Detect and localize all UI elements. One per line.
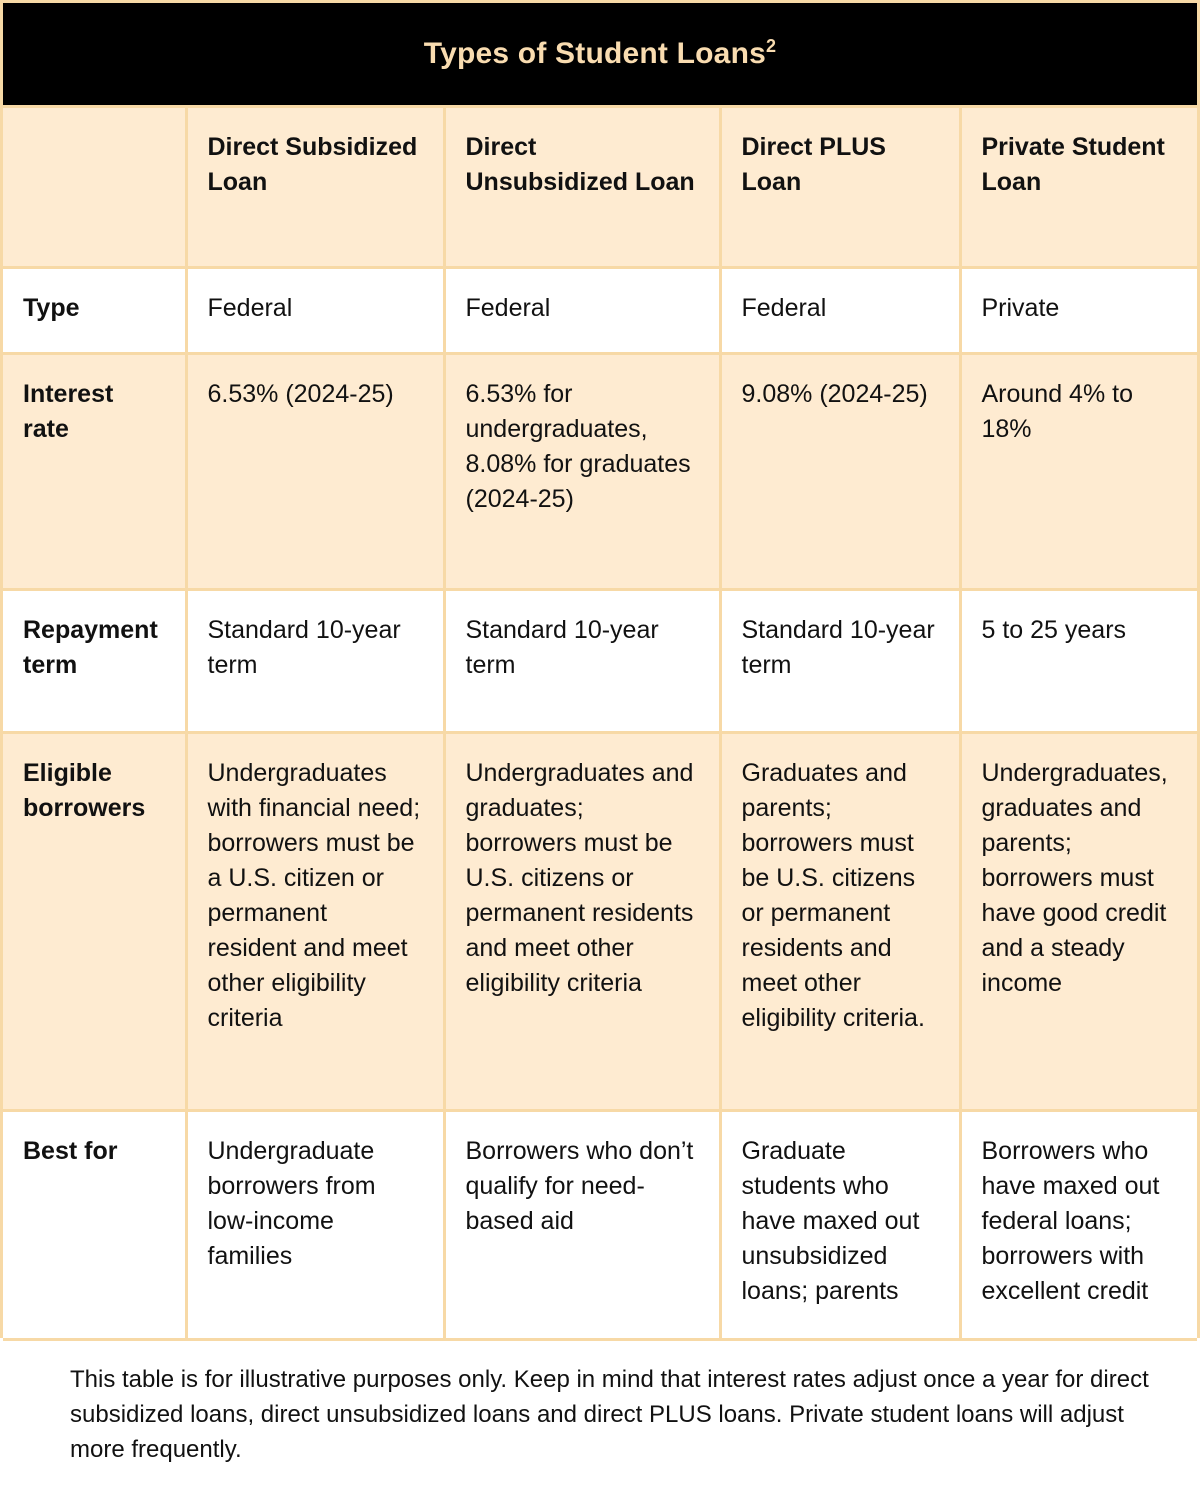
- footnote-reference: 2: [765, 36, 777, 56]
- header-cell-direct-unsubsidized: Direct Unsubsidized Loan: [444, 107, 720, 268]
- table-cell: Undergraduates, graduates and parents; borrowers must have good credit and a steady income: [960, 733, 1197, 1111]
- table-cell: Undergraduate borrowers from low-income families: [186, 1111, 444, 1340]
- table-cell: Around 4% to 18%: [960, 354, 1197, 590]
- row-label: Type: [3, 268, 186, 354]
- page-title-text: Types of Student Loans: [423, 37, 766, 70]
- table-cell: Borrowers who have maxed out federal loans; borrowers with excellent credit: [960, 1111, 1197, 1340]
- table-row-type: [3, 268, 1197, 354]
- page-title: [424, 37, 776, 71]
- student-loans-table: [3, 105, 1197, 1341]
- row-label: Best for: [3, 1111, 186, 1340]
- row-label: Eligible borrowers: [3, 733, 186, 1111]
- table-row-repayment-term: [3, 590, 1197, 733]
- header-cell-direct-subsidized: Direct Subsidized Loan: [186, 107, 444, 268]
- table-cell: Standard 10-year term: [720, 590, 960, 733]
- table-cell: 6.53% (2024-25): [186, 354, 444, 590]
- table-cell: Standard 10-year term: [444, 590, 720, 733]
- footnote: This table is for illustrative purposes only. Keep in mind that interest rates adjust once a year for direct subsidized loans, direct unsubsidized loans and direct PLUS loans. Private student loans will adjust more frequently.: [70, 1366, 1149, 1463]
- table-cell: Private: [960, 268, 1197, 354]
- header-cell-empty: [3, 107, 186, 268]
- table-cell: 5 to 25 years: [960, 590, 1197, 733]
- table-cell: 9.08% (2024-25): [720, 354, 960, 590]
- row-label: Repayment term: [3, 590, 186, 733]
- table-cell: Federal: [720, 268, 960, 354]
- table-cell: Standard 10-year term: [186, 590, 444, 733]
- table-cell: Undergraduates and graduates; borrowers must be U.S. citizens or permanent residents and meet other eligibility criteria: [444, 733, 720, 1111]
- table-cell: Undergraduates with financial need; borrowers must be a U.S. citizen or permanent resident and meet other eligibility criteria: [186, 733, 444, 1111]
- table-cell: Graduates and parents; borrowers must be U.S. citizens or permanent residents and meet other eligibility criteria.: [720, 733, 960, 1111]
- table-row-best-for: [3, 1111, 1197, 1340]
- table-cell: Federal: [186, 268, 444, 354]
- table-cell: Federal: [444, 268, 720, 354]
- row-label: Interest rate: [3, 354, 186, 590]
- table-row-eligible-borrowers: [3, 733, 1197, 1111]
- table-row-interest-rate: [3, 354, 1197, 590]
- table-cell: Graduate students who have maxed out unsubsidized loans; parents: [720, 1111, 960, 1340]
- header-row: [3, 107, 1197, 268]
- header-cell-private: Private Student Loan: [960, 107, 1197, 268]
- header-cell-direct-plus: Direct PLUS Loan: [720, 107, 960, 268]
- title-bar: [3, 3, 1197, 105]
- table-cell: Borrowers who don’t qualify for need-based aid: [444, 1111, 720, 1340]
- table-cell: 6.53% for undergraduates, 8.08% for graduates (2024-25): [444, 354, 720, 590]
